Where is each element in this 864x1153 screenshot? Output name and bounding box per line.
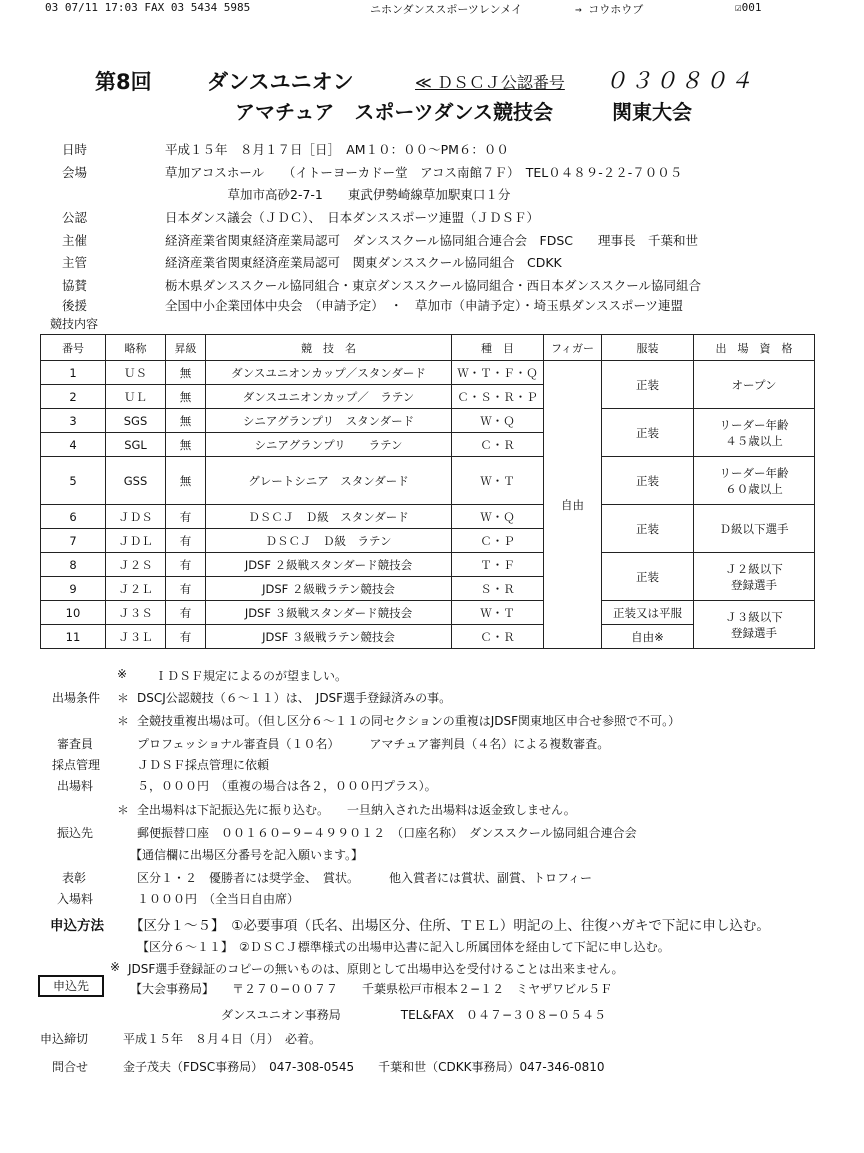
competition-title: アマチュア スポーツダンス競技会 [235,100,553,124]
qual-cell: オープン [694,361,815,409]
dress-cell: 正装 [602,457,694,505]
fax-datetime: 03 07/11 17:03 FAX 03 5434 5985 [45,1,251,14]
table-row: 10 Ｊ３Ｓ 有 JDSF ３級戦スタンダード競技会 Ｗ・Ｔ 正装又は平服 Ｊ３級以下 登録選手 [41,601,815,625]
col-dress: 服装 [602,335,694,361]
col-events: 種 目 [452,335,544,361]
fax-header [0,0,864,16]
fax-recipient: → コウホウブ [575,3,644,16]
qual-cell: リーダー年齢 ６０歳以上 [694,457,815,505]
apply-to-label: 申込先 [38,975,104,997]
qual-cell: Ｊ２級以下 登録選手 [694,553,815,601]
col-number: 番号 [41,335,106,361]
dscj-label: ≪ ＤＳＣＪ公認番号 [415,73,565,92]
dress-cell: 正装 [602,553,694,601]
col-abbr: 略称 [106,335,166,361]
table-row: 3 SGS 無 シニアグランプリ スタンダード Ｗ・Ｑ 正装 リーダー年齢 ４５歳以上 [41,409,815,433]
col-figure: フィガー [544,335,602,361]
event-number: 第8回 [95,70,152,94]
table-row: 2 ＵＬ 無 ダンスユニオンカップ／ ラテン Ｃ・Ｓ・Ｒ・Ｐ [41,385,815,409]
title-line-2 [235,96,692,125]
figure-cell: 自由 [544,361,602,649]
section-label: 競技内容 [50,317,99,331]
table-row: 1 ＵＳ 無 ダンスユニオンカップ／スタンダード Ｗ・Ｔ・Ｆ・Ｑ 自由 正装 オープン [41,361,815,385]
col-promotion: 昇級 [166,335,206,361]
table-row: 6 ＪＤＳ 有 ＤＳＣＪ Ｄ級 スタンダード Ｗ・Ｑ 正装 Ｄ級以下選手 [41,505,815,529]
competition-table [40,334,815,649]
dscj-number: ０３０８０４ [605,69,756,94]
fax-sender: ニホンダンススポーツレンメイ [370,3,523,16]
dress-cell: 正装又は平服 [602,601,694,625]
col-qualification: 出 場 資 格 [694,335,815,361]
dress-cell: 正装 [602,409,694,457]
dress-cell: 正装 [602,505,694,553]
qual-cell: Ｄ級以下選手 [694,505,815,553]
organizer-name: ダンスユニオン [207,70,354,94]
table-row: 9 Ｊ２Ｌ 有 JDSF ２級戦ラテン競技会 Ｓ・Ｒ [41,577,815,601]
col-name: 競 技 名 [206,335,452,361]
dress-cell: 自由※ [602,625,694,649]
region-title: 関東大会 [612,100,692,124]
dress-cell: 正装 [602,361,694,409]
qual-cell: リーダー年齢 ４５歳以上 [694,409,815,457]
table-header-row [41,335,815,361]
qual-cell: Ｊ３級以下 登録選手 [694,601,815,649]
table-row: 4 SGL 無 シニアグランプリ ラテン Ｃ・Ｒ [41,433,815,457]
table-row: 5 GSS 無 グレートシニア スタンダード Ｗ・Ｔ 正装 リーダー年齢 ６０歳以上 [41,457,815,505]
table-row: 7 ＪＤＬ 有 ＤＳＣＪ Ｄ級 ラテン Ｃ・Ｐ [41,529,815,553]
table-row: 11 Ｊ３Ｌ 有 JDSF ３級戦ラテン競技会 Ｃ・Ｒ 自由※ [41,625,815,649]
table-row: 8 Ｊ２Ｓ 有 JDSF ２級戦スタンダード競技会 Ｔ・Ｆ 正装 Ｊ２級以下 登録選手 [41,553,815,577]
fax-page: ☑001 [735,1,762,14]
